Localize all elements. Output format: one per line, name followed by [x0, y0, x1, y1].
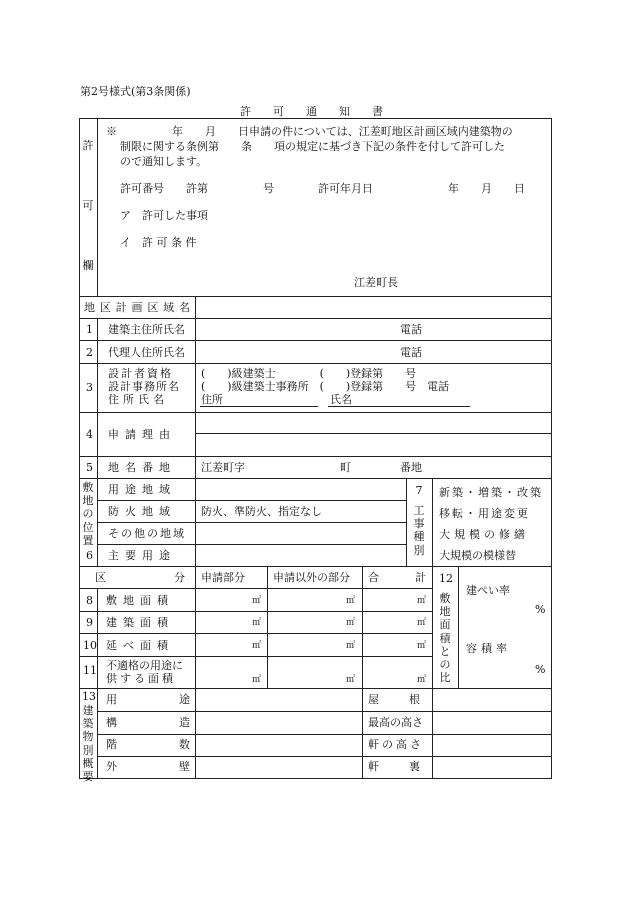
row10-label: 延べ面積 — [106, 639, 174, 652]
row3-value-2: ( )級建築士事務所 ( )登録第 号 電話 — [201, 380, 450, 393]
row11-number: 11 — [83, 664, 97, 677]
row3-value-1: ( )級建築士 ( )登録第 号 — [201, 367, 417, 380]
permit-line-1: ※ 年 月 日申請の件については、江差町地区計画区域内建築物の — [106, 125, 513, 138]
row12-number: 12 — [439, 572, 453, 585]
eave-height-label: 軒の高さ — [368, 738, 424, 751]
unit-m2: ㎡ — [252, 618, 262, 628]
row11-label-a: 不適格の用途に — [106, 659, 183, 672]
building-use-label: 用 途 — [106, 693, 190, 706]
row5-cho: 町 — [340, 461, 351, 474]
far-percent: % — [535, 663, 546, 676]
row11-label-b: 供する面積 — [106, 672, 176, 685]
district-label: 地 区 計 画 区 域 名 — [84, 301, 190, 314]
building-wall-label: 外 壁 — [106, 760, 190, 773]
building-side: 建築物別概要 — [82, 704, 94, 783]
permit-side-1: 許 — [82, 139, 94, 152]
row2-number: 2 — [86, 346, 93, 359]
row10-number: 10 — [83, 639, 97, 652]
row5-banchi: 番地 — [400, 461, 422, 474]
row9-number: 9 — [86, 616, 93, 629]
bcr-percent: % — [535, 603, 546, 616]
mayor-signature: 江差町長 — [354, 276, 398, 289]
work-type-2: 移転・用途変更 — [439, 507, 530, 520]
row1-tel: 電話 — [400, 323, 422, 336]
permitted-items: ア 許可した事項 — [120, 209, 208, 222]
row1-label: 建築主住所氏名 — [108, 323, 185, 336]
document-title: 許 可 通 知 書 — [240, 105, 383, 118]
row5-label: 地名番地 — [108, 461, 176, 474]
work-type-side: 工事種別 — [413, 504, 425, 557]
unit-m2: ㎡ — [417, 675, 427, 685]
area-header-total-2: 計 — [415, 571, 426, 584]
floor-area-ratio-label: 容積率 — [466, 642, 511, 655]
work-type-1: 新築・増築・改築 — [439, 486, 543, 499]
area-header-total-1: 合 — [368, 571, 379, 584]
site-location-side: 敷地の位置 — [82, 481, 94, 547]
row3-name: 氏名 — [330, 393, 352, 406]
permit-line-2: 制限に関する条例第 条 項の規定に基づき下記の条件を付して許可した — [120, 140, 505, 153]
row1-number: 1 — [86, 323, 93, 336]
row13-number: 13 — [82, 690, 96, 703]
permit-date-label: 許可年月日 — [318, 182, 373, 195]
soffit-label: 軒裏 — [368, 760, 450, 773]
row3-label-a: 設計者資格 — [108, 367, 173, 380]
building-floors-label: 階 数 — [106, 738, 190, 751]
row5-number: 5 — [86, 461, 93, 474]
area-header-other: 申請以外の部分 — [273, 571, 350, 584]
building-coverage-label: 建ぺい率 — [466, 584, 510, 597]
row4-number: 4 — [86, 428, 93, 441]
row2-tel: 電話 — [400, 346, 422, 359]
work-type-3: 大規模の修繕 — [439, 528, 529, 541]
unit-m2: ㎡ — [346, 641, 356, 651]
use-zone-label: 用途地域 — [108, 483, 176, 496]
row3-label-c: 住所氏名 — [108, 393, 168, 406]
unit-m2: ㎡ — [252, 641, 262, 651]
permit-line-3: ので通知します。 — [120, 155, 208, 168]
fire-zone-value: 防火、準防火、指定なし — [201, 505, 322, 518]
area-header-apply: 申請部分 — [201, 571, 245, 584]
ratio-side: 敷地面積との比 — [439, 592, 451, 685]
fire-zone-label: 防火地域 — [108, 505, 176, 518]
unit-m2: ㎡ — [346, 618, 356, 628]
roof-label: 屋根 — [368, 693, 450, 706]
unit-m2: ㎡ — [346, 675, 356, 685]
row7-number: 7 — [415, 484, 423, 497]
row3-number: 3 — [86, 381, 93, 394]
unit-m2: ㎡ — [417, 641, 427, 651]
permit-conditions: イ 許 可 条 件 — [120, 236, 197, 249]
row8-number: 8 — [86, 594, 93, 607]
unit-m2: ㎡ — [417, 596, 427, 606]
unit-m2: ㎡ — [417, 618, 427, 628]
permit-side-3: 欄 — [82, 259, 94, 272]
area-header-kubun-1: 区 — [95, 571, 106, 584]
unit-m2: ㎡ — [252, 675, 262, 685]
row6-number: 6 — [86, 549, 93, 562]
form-number: 第2号様式(第3条関係) — [80, 85, 191, 98]
row4-label: 申請理由 — [108, 428, 176, 441]
row9-label: 建築面積 — [106, 616, 174, 629]
unit-m2: ㎡ — [346, 596, 356, 606]
row6-label: 主要用途 — [108, 549, 176, 562]
row3-label-b: 設計事務所名 — [108, 380, 180, 393]
max-height-label: 最高の高さ — [368, 716, 423, 729]
unit-m2: ㎡ — [252, 596, 262, 606]
row3-address: 住所 — [201, 393, 223, 406]
row5-value: 江差町字 — [201, 461, 245, 474]
work-type-4: 大規模の模様替 — [439, 549, 516, 562]
row2-label: 代理人住所氏名 — [108, 346, 185, 359]
permit-date-ymd: 年 月 日 — [448, 182, 525, 195]
permit-side-2: 可 — [82, 199, 94, 212]
building-structure-label: 構 造 — [106, 716, 190, 729]
other-zone-label: その他の地域 — [108, 527, 186, 540]
area-header-kubun-2: 分 — [174, 571, 185, 584]
permit-number-label: 許可番号 許第 号 — [120, 182, 274, 195]
row8-label: 敷地面積 — [106, 594, 174, 607]
